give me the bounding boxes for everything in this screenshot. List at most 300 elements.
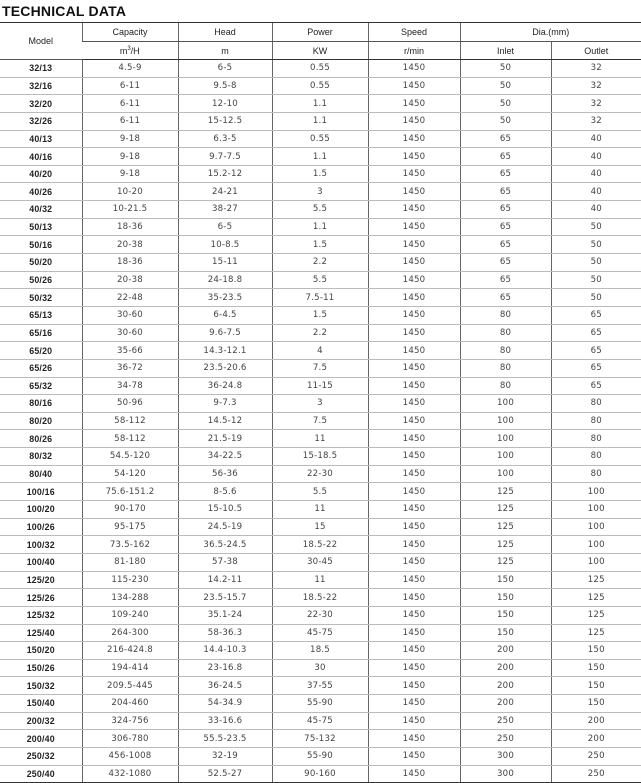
inlet-cell: 65 xyxy=(460,218,551,236)
power-cell: 30 xyxy=(272,659,368,677)
capacity-cell: 6-11 xyxy=(82,77,178,95)
table-row xyxy=(0,183,641,201)
speed-cell: 1450 xyxy=(368,289,460,307)
outlet-cell: 50 xyxy=(551,289,641,307)
outlet-cell: 50 xyxy=(551,236,641,254)
outlet-cell: 200 xyxy=(551,712,641,730)
capacity-cell: 35-66 xyxy=(82,342,178,360)
power-cell: 3 xyxy=(272,183,368,201)
outlet-cell: 200 xyxy=(551,730,641,748)
table-row xyxy=(0,130,641,148)
outlet-cell: 80 xyxy=(551,465,641,483)
table-row xyxy=(0,589,641,607)
head-cell: 54-34.9 xyxy=(178,695,272,713)
model-cell: 40/20 xyxy=(0,165,82,183)
power-cell: 55-90 xyxy=(272,695,368,713)
inlet-cell: 50 xyxy=(460,95,551,113)
inlet-cell: 80 xyxy=(460,377,551,395)
capacity-cell: 34-78 xyxy=(82,377,178,395)
model-cell: 32/20 xyxy=(0,95,82,113)
table-row xyxy=(0,306,641,324)
model-cell: 50/13 xyxy=(0,218,82,236)
capacity-cell: 20-38 xyxy=(82,236,178,254)
header-row-units xyxy=(0,42,641,60)
table-row xyxy=(0,218,641,236)
table-row xyxy=(0,289,641,307)
power-cell: 15 xyxy=(272,518,368,536)
capacity-cell: 54-120 xyxy=(82,465,178,483)
inlet-cell: 80 xyxy=(460,324,551,342)
speed-cell: 1450 xyxy=(368,183,460,201)
power-cell: 1.1 xyxy=(272,218,368,236)
head-cell: 55.5-23.5 xyxy=(178,730,272,748)
inlet-cell: 125 xyxy=(460,536,551,554)
head-cell: 10-8.5 xyxy=(178,236,272,254)
speed-cell: 1450 xyxy=(368,377,460,395)
head-cell: 14.3-12.1 xyxy=(178,342,272,360)
outlet-cell: 125 xyxy=(551,624,641,642)
speed-cell: 1450 xyxy=(368,342,460,360)
table-row xyxy=(0,712,641,730)
head-cell: 9.5-8 xyxy=(178,77,272,95)
head-unit: m xyxy=(178,42,272,60)
head-cell: 35-23.5 xyxy=(178,289,272,307)
model-cell: 100/26 xyxy=(0,518,82,536)
capacity-cell: 115-230 xyxy=(82,571,178,589)
speed-cell: 1450 xyxy=(368,606,460,624)
table-row xyxy=(0,606,641,624)
capacity-cell: 22-48 xyxy=(82,289,178,307)
outlet-cell: 65 xyxy=(551,359,641,377)
capacity-cell: 9-18 xyxy=(82,148,178,166)
head-cell: 21.5-19 xyxy=(178,430,272,448)
table-row xyxy=(0,60,641,78)
table-row xyxy=(0,571,641,589)
model-cell: 50/20 xyxy=(0,254,82,272)
capacity-cell: 18-36 xyxy=(82,254,178,272)
speed-cell: 1450 xyxy=(368,765,460,783)
model-cell: 65/26 xyxy=(0,359,82,377)
model-cell: 200/32 xyxy=(0,712,82,730)
head-header: Head xyxy=(178,23,272,42)
model-cell: 32/13 xyxy=(0,60,82,78)
speed-cell: 1450 xyxy=(368,659,460,677)
table-row xyxy=(0,730,641,748)
speed-cell: 1450 xyxy=(368,218,460,236)
outlet-cell: 125 xyxy=(551,571,641,589)
head-cell: 8-5.6 xyxy=(178,483,272,501)
outlet-cell: 32 xyxy=(551,95,641,113)
model-cell: 150/32 xyxy=(0,677,82,695)
capacity-cell: 10-20 xyxy=(82,183,178,201)
outlet-cell: 250 xyxy=(551,765,641,783)
power-cell: 18.5 xyxy=(272,642,368,660)
model-cell: 65/13 xyxy=(0,306,82,324)
model-cell: 80/20 xyxy=(0,412,82,430)
capacity-cell: 306-780 xyxy=(82,730,178,748)
model-cell: 125/20 xyxy=(0,571,82,589)
power-cell: 0.55 xyxy=(272,77,368,95)
inlet-cell: 150 xyxy=(460,624,551,642)
table-row xyxy=(0,765,641,783)
head-cell: 23-16.8 xyxy=(178,659,272,677)
head-cell: 14.4-10.3 xyxy=(178,642,272,660)
head-cell: 35.1-24 xyxy=(178,606,272,624)
outlet-cell: 50 xyxy=(551,254,641,272)
inlet-cell: 300 xyxy=(460,747,551,765)
speed-cell: 1450 xyxy=(368,271,460,289)
power-cell: 7.5-11 xyxy=(272,289,368,307)
table-row xyxy=(0,95,641,113)
outlet-cell: 150 xyxy=(551,695,641,713)
head-cell: 24-21 xyxy=(178,183,272,201)
outlet-cell: 80 xyxy=(551,412,641,430)
table-row xyxy=(0,430,641,448)
head-cell: 33-16.6 xyxy=(178,712,272,730)
table-row xyxy=(0,254,641,272)
head-cell: 36-24.5 xyxy=(178,677,272,695)
table-row xyxy=(0,677,641,695)
head-cell: 36.5-24.5 xyxy=(178,536,272,554)
model-cell: 65/20 xyxy=(0,342,82,360)
model-cell: 100/40 xyxy=(0,553,82,571)
head-cell: 15-10.5 xyxy=(178,501,272,519)
model-cell: 40/16 xyxy=(0,148,82,166)
speed-cell: 1450 xyxy=(368,165,460,183)
speed-cell: 1450 xyxy=(368,730,460,748)
inlet-cell: 300 xyxy=(460,765,551,783)
capacity-unit-suffix: /H xyxy=(130,45,140,56)
model-cell: 80/32 xyxy=(0,448,82,466)
outlet-cell: 80 xyxy=(551,395,641,413)
outlet-cell: 40 xyxy=(551,148,641,166)
capacity-unit-superscript: 3 xyxy=(127,45,131,52)
capacity-cell: 194-414 xyxy=(82,659,178,677)
outlet-cell: 32 xyxy=(551,60,641,78)
inlet-cell: 200 xyxy=(460,659,551,677)
outlet-header: Outlet xyxy=(551,42,641,60)
outlet-cell: 250 xyxy=(551,747,641,765)
power-cell: 18.5-22 xyxy=(272,536,368,554)
capacity-cell: 18-36 xyxy=(82,218,178,236)
table-row xyxy=(0,148,641,166)
table-row xyxy=(0,112,641,130)
inlet-cell: 250 xyxy=(460,712,551,730)
model-cell: 40/26 xyxy=(0,183,82,201)
head-cell: 24-18.8 xyxy=(178,271,272,289)
outlet-cell: 40 xyxy=(551,183,641,201)
speed-cell: 1450 xyxy=(368,712,460,730)
head-cell: 15-12.5 xyxy=(178,112,272,130)
capacity-cell: 58-112 xyxy=(82,412,178,430)
outlet-cell: 100 xyxy=(551,518,641,536)
outlet-cell: 125 xyxy=(551,606,641,624)
speed-cell: 1450 xyxy=(368,695,460,713)
head-cell: 56-36 xyxy=(178,465,272,483)
table-row xyxy=(0,553,641,571)
power-cell: 5.5 xyxy=(272,483,368,501)
power-cell: 15-18.5 xyxy=(272,448,368,466)
power-cell: 1.1 xyxy=(272,148,368,166)
capacity-unit-prefix: m xyxy=(119,45,128,56)
outlet-cell: 100 xyxy=(551,483,641,501)
inlet-cell: 65 xyxy=(460,130,551,148)
capacity-cell: 264-300 xyxy=(82,624,178,642)
inlet-cell: 100 xyxy=(460,448,551,466)
model-cell: 100/16 xyxy=(0,483,82,501)
inlet-cell: 125 xyxy=(460,483,551,501)
power-cell: 22-30 xyxy=(272,606,368,624)
table-row xyxy=(0,465,641,483)
head-cell: 15.2-12 xyxy=(178,165,272,183)
head-cell: 14.5-12 xyxy=(178,412,272,430)
table-row xyxy=(0,747,641,765)
capacity-cell: 9-18 xyxy=(82,165,178,183)
outlet-cell: 40 xyxy=(551,165,641,183)
model-cell: 125/26 xyxy=(0,589,82,607)
head-cell: 9.7-7.5 xyxy=(178,148,272,166)
capacity-cell: 324-756 xyxy=(82,712,178,730)
inlet-cell: 50 xyxy=(460,77,551,95)
power-cell: 5.5 xyxy=(272,201,368,219)
inlet-cell: 250 xyxy=(460,730,551,748)
model-cell: 32/16 xyxy=(0,77,82,95)
capacity-cell: 109-240 xyxy=(82,606,178,624)
power-cell: 0.55 xyxy=(272,130,368,148)
capacity-cell: 58-112 xyxy=(82,430,178,448)
outlet-cell: 65 xyxy=(551,324,641,342)
capacity-cell: 36-72 xyxy=(82,359,178,377)
outlet-cell: 50 xyxy=(551,271,641,289)
speed-cell: 1450 xyxy=(368,395,460,413)
outlet-cell: 100 xyxy=(551,501,641,519)
inlet-cell: 65 xyxy=(460,148,551,166)
capacity-cell: 4.5-9 xyxy=(82,60,178,78)
power-cell: 11-15 xyxy=(272,377,368,395)
page-title: TECHNICAL DATA xyxy=(2,3,127,19)
head-cell: 34-22.5 xyxy=(178,448,272,466)
capacity-cell: 204-460 xyxy=(82,695,178,713)
outlet-cell: 32 xyxy=(551,77,641,95)
model-cell: 150/40 xyxy=(0,695,82,713)
speed-cell: 1450 xyxy=(368,359,460,377)
speed-cell: 1450 xyxy=(368,324,460,342)
head-cell: 32-19 xyxy=(178,747,272,765)
inlet-cell: 65 xyxy=(460,165,551,183)
inlet-cell: 65 xyxy=(460,271,551,289)
outlet-cell: 80 xyxy=(551,448,641,466)
outlet-cell: 65 xyxy=(551,342,641,360)
head-cell: 12-10 xyxy=(178,95,272,113)
inlet-header: Inlet xyxy=(460,42,551,60)
table-body xyxy=(0,60,641,783)
table-row xyxy=(0,518,641,536)
inlet-cell: 150 xyxy=(460,589,551,607)
model-cell: 50/16 xyxy=(0,236,82,254)
speed-cell: 1450 xyxy=(368,130,460,148)
outlet-cell: 65 xyxy=(551,377,641,395)
speed-cell: 1450 xyxy=(368,60,460,78)
speed-cell: 1450 xyxy=(368,254,460,272)
table-row xyxy=(0,342,641,360)
speed-cell: 1450 xyxy=(368,236,460,254)
speed-cell: 1450 xyxy=(368,624,460,642)
capacity-unit xyxy=(82,42,178,60)
outlet-cell: 65 xyxy=(551,306,641,324)
inlet-cell: 50 xyxy=(460,60,551,78)
speed-cell: 1450 xyxy=(368,747,460,765)
inlet-cell: 65 xyxy=(460,183,551,201)
table-row xyxy=(0,201,641,219)
capacity-cell: 30-60 xyxy=(82,324,178,342)
head-cell: 52.5-27 xyxy=(178,765,272,783)
speed-cell: 1450 xyxy=(368,465,460,483)
power-cell: 1.5 xyxy=(272,236,368,254)
header-row-primary xyxy=(0,23,641,42)
power-cell: 1.5 xyxy=(272,306,368,324)
speed-cell: 1450 xyxy=(368,430,460,448)
speed-cell: 1450 xyxy=(368,589,460,607)
power-cell: 11 xyxy=(272,430,368,448)
head-cell: 23.5-15.7 xyxy=(178,589,272,607)
outlet-cell: 100 xyxy=(551,536,641,554)
table-row xyxy=(0,236,641,254)
speed-cell: 1450 xyxy=(368,642,460,660)
inlet-cell: 100 xyxy=(460,430,551,448)
inlet-cell: 80 xyxy=(460,306,551,324)
inlet-cell: 100 xyxy=(460,395,551,413)
table-row xyxy=(0,412,641,430)
outlet-cell: 150 xyxy=(551,677,641,695)
table-row xyxy=(0,271,641,289)
table-row xyxy=(0,377,641,395)
model-cell: 100/32 xyxy=(0,536,82,554)
speed-cell: 1450 xyxy=(368,571,460,589)
speed-cell: 1450 xyxy=(368,148,460,166)
speed-cell: 1450 xyxy=(368,77,460,95)
speed-cell: 1450 xyxy=(368,677,460,695)
power-cell: 11 xyxy=(272,501,368,519)
capacity-cell: 73.5-162 xyxy=(82,536,178,554)
power-cell: 45-75 xyxy=(272,624,368,642)
head-cell: 24.5-19 xyxy=(178,518,272,536)
model-cell: 125/40 xyxy=(0,624,82,642)
outlet-cell: 50 xyxy=(551,218,641,236)
table-row xyxy=(0,536,641,554)
table-row xyxy=(0,695,641,713)
table-row xyxy=(0,659,641,677)
inlet-cell: 200 xyxy=(460,642,551,660)
table-row xyxy=(0,77,641,95)
model-cell: 150/26 xyxy=(0,659,82,677)
model-cell: 80/40 xyxy=(0,465,82,483)
power-cell: 90-160 xyxy=(272,765,368,783)
power-header: Power xyxy=(272,23,368,42)
inlet-cell: 65 xyxy=(460,289,551,307)
inlet-cell: 65 xyxy=(460,236,551,254)
outlet-cell: 40 xyxy=(551,130,641,148)
power-cell: 5.5 xyxy=(272,271,368,289)
inlet-cell: 200 xyxy=(460,695,551,713)
head-cell: 9.6-7.5 xyxy=(178,324,272,342)
model-cell: 150/20 xyxy=(0,642,82,660)
capacity-cell: 81-180 xyxy=(82,553,178,571)
technical-data-table xyxy=(0,22,641,783)
power-cell: 4 xyxy=(272,342,368,360)
model-cell: 250/32 xyxy=(0,747,82,765)
outlet-cell: 80 xyxy=(551,430,641,448)
power-cell: 0.55 xyxy=(272,60,368,78)
capacity-cell: 54.5-120 xyxy=(82,448,178,466)
outlet-cell: 125 xyxy=(551,589,641,607)
power-cell: 1.5 xyxy=(272,165,368,183)
speed-header: Speed xyxy=(368,23,460,42)
head-cell: 9-7.3 xyxy=(178,395,272,413)
power-cell: 7.5 xyxy=(272,359,368,377)
inlet-cell: 65 xyxy=(460,201,551,219)
table-row xyxy=(0,448,641,466)
head-cell: 15-11 xyxy=(178,254,272,272)
model-cell: 80/26 xyxy=(0,430,82,448)
model-cell: 40/13 xyxy=(0,130,82,148)
speed-cell: 1450 xyxy=(368,306,460,324)
head-cell: 6-5 xyxy=(178,60,272,78)
model-cell: 32/26 xyxy=(0,112,82,130)
head-cell: 38-27 xyxy=(178,201,272,219)
capacity-cell: 432-1080 xyxy=(82,765,178,783)
model-cell: 100/20 xyxy=(0,501,82,519)
head-cell: 6-4.5 xyxy=(178,306,272,324)
capacity-cell: 209.5-445 xyxy=(82,677,178,695)
capacity-cell: 75.6-151.2 xyxy=(82,483,178,501)
table-row xyxy=(0,624,641,642)
capacity-cell: 6-11 xyxy=(82,112,178,130)
capacity-cell: 9-18 xyxy=(82,130,178,148)
model-cell: 125/32 xyxy=(0,606,82,624)
inlet-cell: 200 xyxy=(460,677,551,695)
power-cell: 45-75 xyxy=(272,712,368,730)
power-cell: 55-90 xyxy=(272,747,368,765)
inlet-cell: 125 xyxy=(460,553,551,571)
outlet-cell: 32 xyxy=(551,112,641,130)
table-row xyxy=(0,395,641,413)
outlet-cell: 100 xyxy=(551,553,641,571)
power-cell: 11 xyxy=(272,571,368,589)
capacity-cell: 20-38 xyxy=(82,271,178,289)
power-cell: 2.2 xyxy=(272,324,368,342)
table-row xyxy=(0,483,641,501)
head-cell: 14.2-11 xyxy=(178,571,272,589)
inlet-cell: 50 xyxy=(460,112,551,130)
table-row xyxy=(0,501,641,519)
table-row xyxy=(0,165,641,183)
model-cell: 65/32 xyxy=(0,377,82,395)
power-cell: 1.1 xyxy=(272,112,368,130)
power-cell: 30-45 xyxy=(272,553,368,571)
head-cell: 57-38 xyxy=(178,553,272,571)
model-cell: 65/16 xyxy=(0,324,82,342)
speed-cell: 1450 xyxy=(368,536,460,554)
model-cell: 40/32 xyxy=(0,201,82,219)
diameter-header: Dia.(mm) xyxy=(460,23,641,42)
speed-cell: 1450 xyxy=(368,483,460,501)
power-cell: 75-132 xyxy=(272,730,368,748)
power-cell: 2.2 xyxy=(272,254,368,272)
table-row xyxy=(0,642,641,660)
table-row xyxy=(0,324,641,342)
model-header: Model xyxy=(0,23,82,60)
inlet-cell: 125 xyxy=(460,501,551,519)
